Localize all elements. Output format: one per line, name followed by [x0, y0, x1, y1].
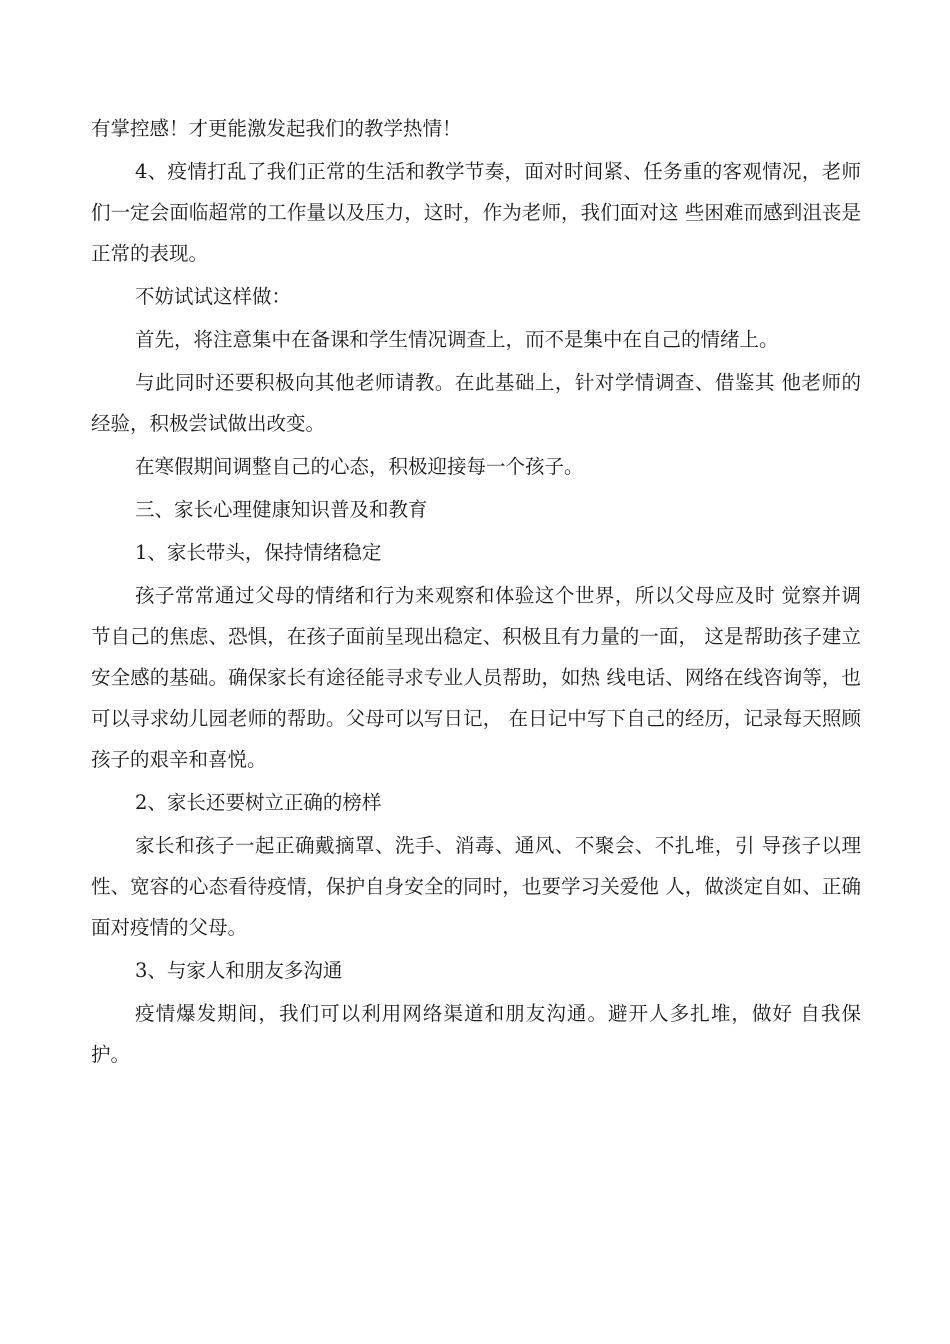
paragraph-item-4: 4、疫情打乱了我们正常的生活和教学节奏，面对时间紧、任务重的客观情况，老师们一定会面临超常的工作量以及压力，这时，作为老师，我们面对这 些困难而感到沮丧是正常的表现。 — [91, 160, 861, 265]
paragraph-role-model: 家长和孩子一起正确戴摘罩、洗手、消毒、通风、不聚会、不扎堆，引 导孩子以理性、宽容的心态看待疫情，保护自身安全的同时，也要学习关爱他 人，做淡定自如、正确面对疫情的父母。 — [91, 834, 861, 939]
subheading-1: 1、家长带头，保持情绪稳定 — [135, 541, 382, 564]
document-body — [91, 108, 861, 1075]
paragraph-adjust-mindset: 在寒假期间调整自己的心态，积极迎接每一个孩子。 — [135, 455, 584, 478]
subheading-2: 2、家长还要树立正确的榜样 — [135, 791, 382, 814]
section-heading-parents: 三、家长心理健康知识普及和教育 — [135, 498, 428, 521]
paragraph-emotional-stability: 孩子常常通过父母的情绪和行为来观察和体验这个世界，所以父母应及时 觉察并调节自己的焦虑、恐惧，在孩子面前呈现出稳定、积极且有力量的一面， 这是帮助孩子建立安全感的基础。确保家长有途径能寻求专业人员帮助，如热 线电话、网络在线咨询等，也可以寻求幼儿园老师的帮助。父母可以写日记， 在日记中写下自己的经历，记录每天照顾孩子的艰辛和喜悦。 — [91, 584, 861, 771]
paragraph-communication: 疫情爆发期间，我们可以利用网络渠道和朋友沟通。避开人多扎堆，做好 自我保护。 — [91, 1002, 861, 1066]
paragraph-continuation: 有掌控感！才更能激发起我们的教学热情！ — [91, 117, 462, 140]
paragraph-first-step: 首先，将注意集中在备课和学生情况调查上，而不是集中在自己的情绪上。 — [135, 328, 779, 351]
subheading-3: 3、与家人和朋友多沟通 — [135, 959, 343, 982]
paragraph-consult-colleagues: 与此同时还要积极向其他老师请教。在此基础上，针对学情调查、借鉴其 他老师的经验，积极尝试做出改变。 — [91, 371, 861, 435]
paragraph-suggestion-intro: 不妨试试这样做： — [135, 285, 292, 308]
